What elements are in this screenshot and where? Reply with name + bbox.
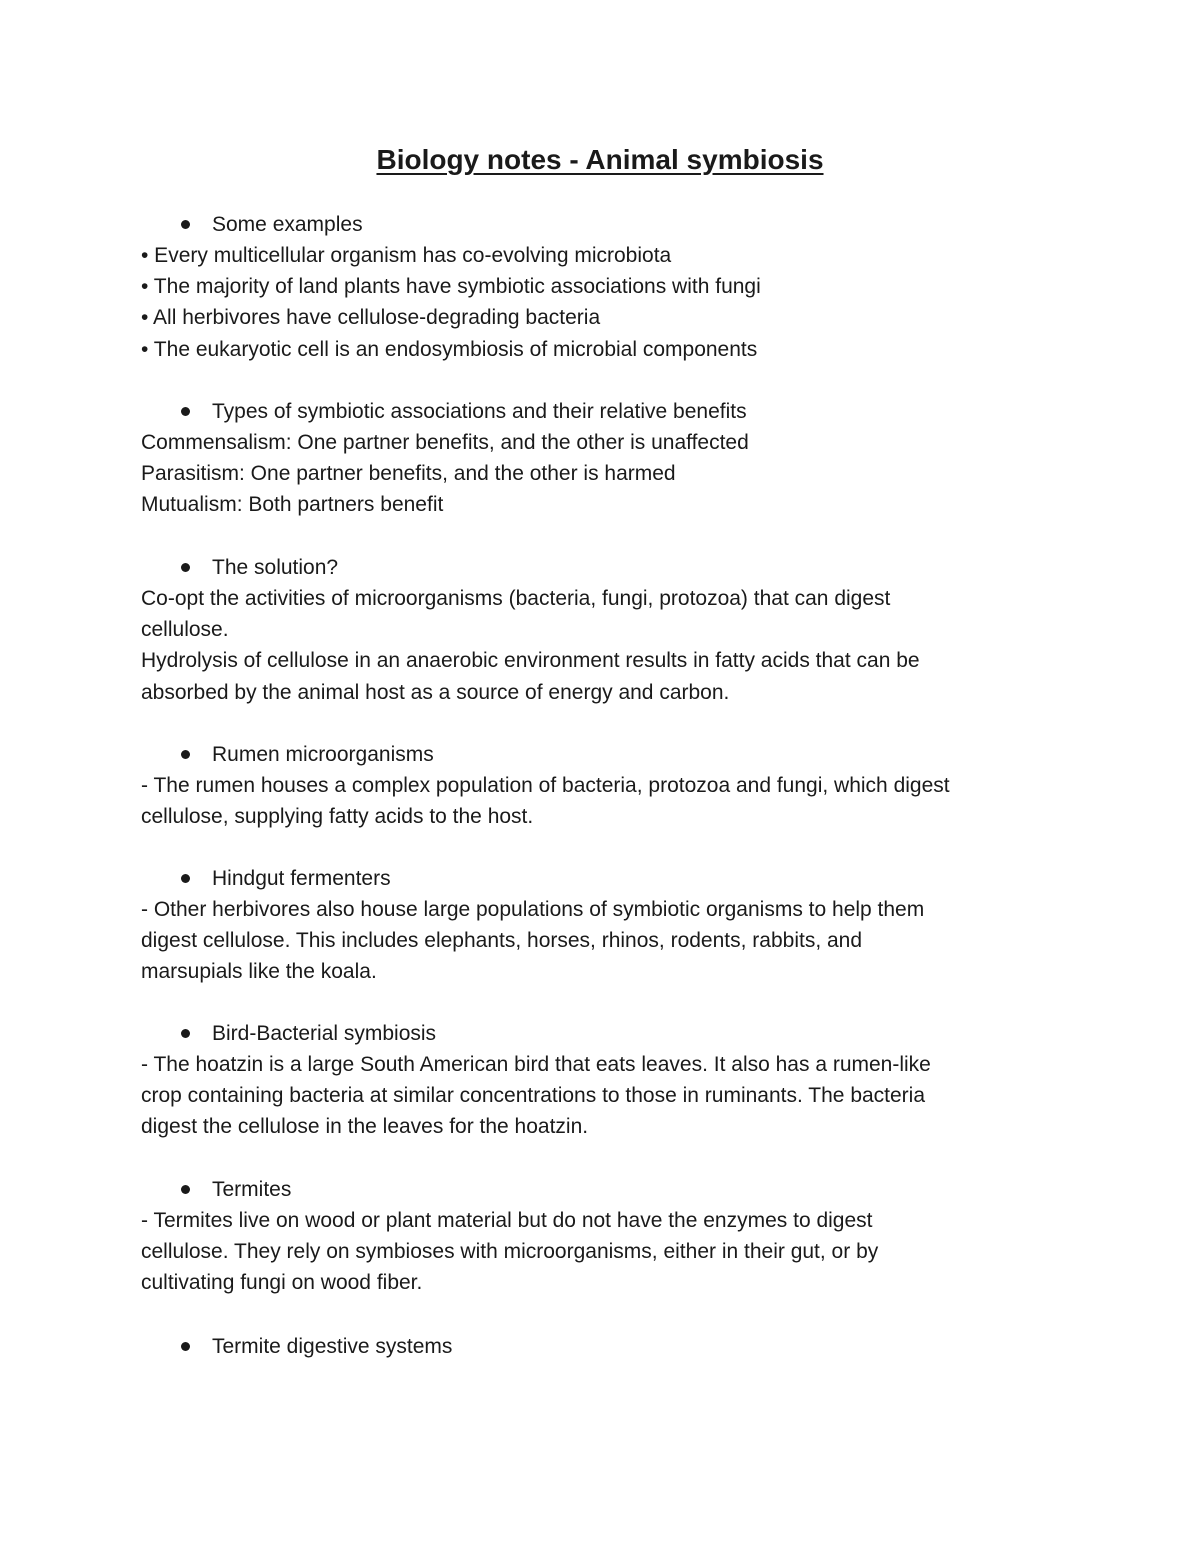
text-line: digest the cellulose in the leaves for the hoatzin. bbox=[141, 1115, 589, 1139]
section-heading: Termite digestive systems bbox=[181, 1331, 1061, 1362]
text-line: - The hoatzin is a large South American bird that eats leaves. It also has a rumen-like bbox=[141, 1053, 931, 1076]
text-line: digest cellulose. This includes elephants, horses, rhinos, rodents, rabbits, and bbox=[141, 929, 863, 953]
section-heading: Some examples bbox=[181, 209, 1061, 240]
section-hindgut-fermenters bbox=[141, 863, 1061, 988]
text-line: - Other herbivores also house large populations of symbiotic organisms to help them bbox=[141, 898, 925, 921]
section-symbiotic-types bbox=[141, 396, 1061, 521]
bullet-icon bbox=[181, 407, 190, 416]
section-heading: Types of symbiotic associations and their relative benefits bbox=[181, 396, 1061, 427]
section-heading: Rumen microorganisms bbox=[181, 739, 1061, 770]
text-line: crop containing bacteria at similar concentrations to those in ruminants. The bacteria bbox=[141, 1084, 926, 1108]
text-line: Mutualism: Both partners benefit bbox=[141, 493, 444, 517]
text-line: • All herbivores have cellulose-degrading bacteria bbox=[141, 306, 601, 330]
text-line: cellulose. bbox=[141, 618, 229, 642]
bullet-icon bbox=[181, 874, 190, 883]
bullet-icon bbox=[181, 750, 190, 759]
text-line: cellulose. They rely on symbioses with microorganisms, either in their gut, or by bbox=[141, 1240, 879, 1264]
bullet-icon bbox=[181, 563, 190, 572]
text-line: • The majority of land plants have symbiotic associations with fungi bbox=[141, 275, 761, 299]
section-bird-bacterial-symbiosis bbox=[141, 1018, 1061, 1143]
document-title: Biology notes - Animal symbiosis bbox=[376, 144, 824, 175]
text-line: • The eukaryotic cell is an endosymbiosis of microbial components bbox=[141, 337, 758, 361]
section-the-solution bbox=[141, 552, 1061, 708]
text-line: Commensalism: One partner benefits, and the other is unaffected bbox=[141, 431, 749, 454]
section-rumen-microorganisms bbox=[141, 739, 1061, 832]
bullet-icon bbox=[181, 1029, 190, 1038]
section-heading: Termites bbox=[181, 1174, 1061, 1205]
text-line: cultivating fungi on wood fiber. bbox=[141, 1271, 423, 1295]
text-line: Hydrolysis of cellulose in an anaerobic environment results in fatty acids that can be bbox=[141, 649, 920, 673]
bullet-icon bbox=[181, 1342, 190, 1351]
section-termites bbox=[141, 1174, 1061, 1299]
section-heading: The solution? bbox=[181, 552, 1061, 583]
text-line: Co-opt the activities of microorganisms (bacteria, fungi, protozoa) that can digest bbox=[141, 587, 891, 610]
text-line: - The rumen houses a complex population of bacteria, protozoa and fungi, which digest bbox=[141, 774, 950, 797]
text-line: Parasitism: One partner benefits, and the other is harmed bbox=[141, 462, 676, 486]
bullet-icon bbox=[181, 1185, 190, 1194]
text-line: - Termites live on wood or plant material but do not have the enzymes to digest bbox=[141, 1209, 873, 1232]
section-termite-digestive-systems bbox=[141, 1331, 1061, 1362]
section-heading: Hindgut fermenters bbox=[181, 863, 1061, 894]
section-some-examples bbox=[141, 209, 1061, 365]
text-line: absorbed by the animal host as a source of energy and carbon. bbox=[141, 680, 730, 704]
bullet-icon bbox=[181, 220, 190, 229]
text-line: marsupials like the koala. bbox=[141, 960, 377, 984]
text-line: cellulose, supplying fatty acids to the host. bbox=[141, 805, 534, 829]
section-heading: Bird-Bacterial symbiosis bbox=[181, 1018, 1061, 1049]
text-line: • Every multicellular organism has co-evolving microbiota bbox=[141, 244, 672, 267]
